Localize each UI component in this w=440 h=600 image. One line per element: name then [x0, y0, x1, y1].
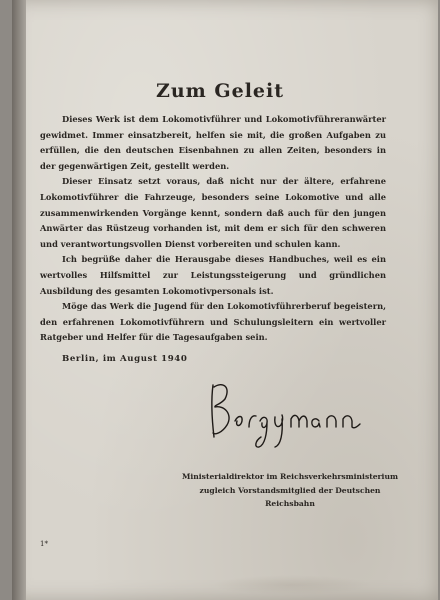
paragraph-2: Dieser Einsatz setzt voraus, daß nicht nur der ältere, erfahrene Lokomotivführer die Fahrzeuge, besonders seine Lokomotive und alle zusammenwirkenden Vorgänge kennt, sondern daß auch für den jungen Anwärter das Rüstzeug vorhanden ist, mit dem er sich für den schweren und verantwortungsvollen Dienst vorbereiten und schulen kann.: [40, 176, 386, 249]
signer-line-2: zugleich Vorstandsmitglied der Deutschen: [199, 485, 381, 495]
paragraph-4: Möge das Werk die Jugend für den Lokomotivführerberuf begeistern, den erfahrenen Lokomotivführern und Schulungsleitern ein wertvoller Ratgeber und Helfer für die Tagesaufgaben sein.: [40, 301, 386, 343]
signer-line-3: Reichsbahn: [265, 499, 315, 508]
handwritten-signature: [205, 375, 375, 450]
paper-stain: [212, 575, 372, 595]
paragraph-1: Dieses Werk ist dem Lokomotivführer und Lokomotivführeranwärter gewidmet. Immer einsatzbereit, helfen sie mit, die großen Aufgaben zu erfüllen, die den deutschen Eisenbahnen zu allen Zeiten, besonders in der gegenwärtigen Zeit, gestellt werden.: [40, 114, 386, 171]
signer-title-block: [170, 470, 410, 511]
foreword-body: [40, 112, 386, 346]
page-title: Zum Geleit: [155, 80, 285, 102]
paragraph-3: Ich begrüße daher die Herausgabe dieses Handbuches, weil es ein wertvolles Hilfsmittel zur Leistungssteigerung und gründlichen Ausbildung des gesamten Lokomotivpersonals ist.: [40, 254, 386, 296]
signer-line-1: Ministerialdirektor im Reichsverkehrsministerium: [181, 472, 399, 481]
dateline: Berlin, im August 1940: [62, 354, 188, 364]
page-mark: 1*: [40, 540, 48, 548]
